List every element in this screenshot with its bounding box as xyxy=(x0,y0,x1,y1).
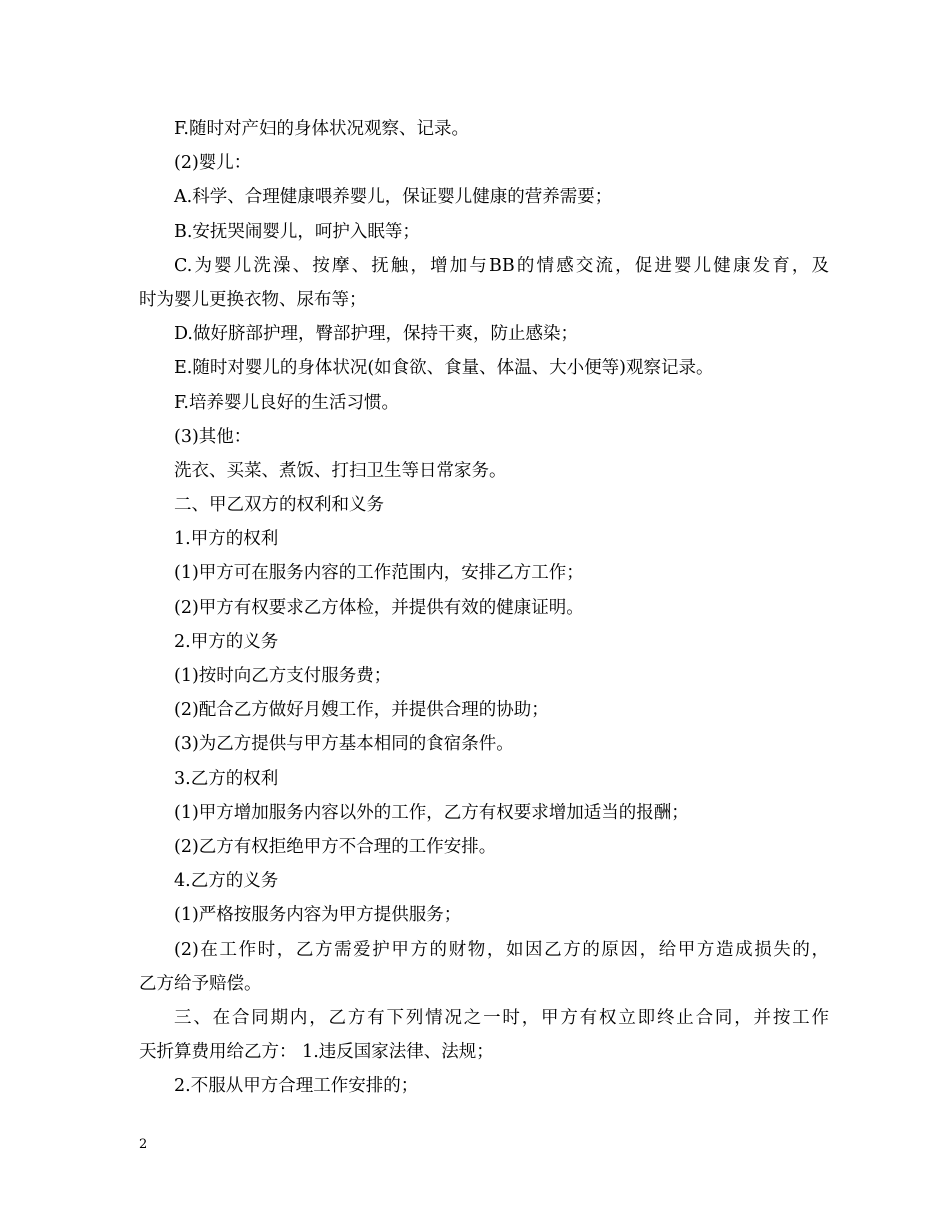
text-line: 天折算费用给乙方： 1.违反国家法律、法规； xyxy=(139,1042,494,1063)
text-line: F.培养婴儿良好的生活习惯。 xyxy=(174,392,399,413)
text-line: F.随时对产妇的身体状况观察、记录。 xyxy=(174,119,469,139)
text-line: D.做好脐部护理，臀部护理，保持干爽，防止感染； xyxy=(174,324,578,345)
text-line: (1)甲方增加服务内容以外的工作，乙方有权要求增加适当的报酬； xyxy=(174,802,689,823)
text-line: 洗衣、买菜、煮饭、打扫卫生等日常家务。 xyxy=(174,460,507,481)
text-line: (3)其他： xyxy=(174,426,252,447)
text-line: C.为婴儿洗澡、按摩、抚触，增加与BB的情感交流，促进婴儿健康发育，及 xyxy=(174,255,829,276)
text-line: 2.不服从甲方合理工作安排的； xyxy=(174,1076,419,1097)
text-line: B.安抚哭闹婴儿，呵护入眠等； xyxy=(174,221,420,242)
text-line: (2)乙方有权拒绝甲方不合理的工作安排。 xyxy=(174,836,497,857)
text-line: 时为婴儿更换衣物、尿布等； xyxy=(139,289,367,310)
text-line: (1)严格按服务内容为甲方提供服务； xyxy=(174,905,462,926)
text-line: 4.乙方的义务 xyxy=(174,871,279,892)
text-line: (2)婴儿： xyxy=(174,153,252,174)
text-line: (1)甲方可在服务内容的工作范围内，安排乙方工作； xyxy=(174,563,584,584)
text-line: (1)按时向乙方支付服务费； xyxy=(174,666,392,686)
text-line: (2)配合乙方做好月嫂工作，并提供合理的协助； xyxy=(174,700,549,721)
text-line: (2)甲方有权要求乙方体检，并提供有效的健康证明。 xyxy=(174,597,584,618)
page-number: 2 xyxy=(139,1137,148,1152)
text-line: A.科学、合理健康喂养婴儿，保证婴儿健康的营养需要； xyxy=(174,187,613,208)
text-line: 三、在合同期内，乙方有下列情况之一时，甲方有权立即终止合同，并按工作 xyxy=(174,1007,829,1028)
text-line: (3)为乙方提供与甲方基本相同的食宿条件。 xyxy=(174,734,514,755)
document-body xyxy=(139,112,829,1103)
text-line: 乙方给予赔偿。 xyxy=(139,973,262,994)
text-line: 1.甲方的权利 xyxy=(174,529,279,550)
text-line: 2.甲方的义务 xyxy=(174,631,279,652)
text-line: (2)在工作时，乙方需爱护甲方的财物，如因乙方的原因，给甲方造成损失的， xyxy=(174,939,829,960)
text-line: E.随时对婴儿的身体状况(如食欲、食量、体温、大小便等)观察记录。 xyxy=(174,358,714,379)
text-line: 3.乙方的权利 xyxy=(174,768,279,789)
text-line: 二、甲乙双方的权利和义务 xyxy=(174,495,384,516)
